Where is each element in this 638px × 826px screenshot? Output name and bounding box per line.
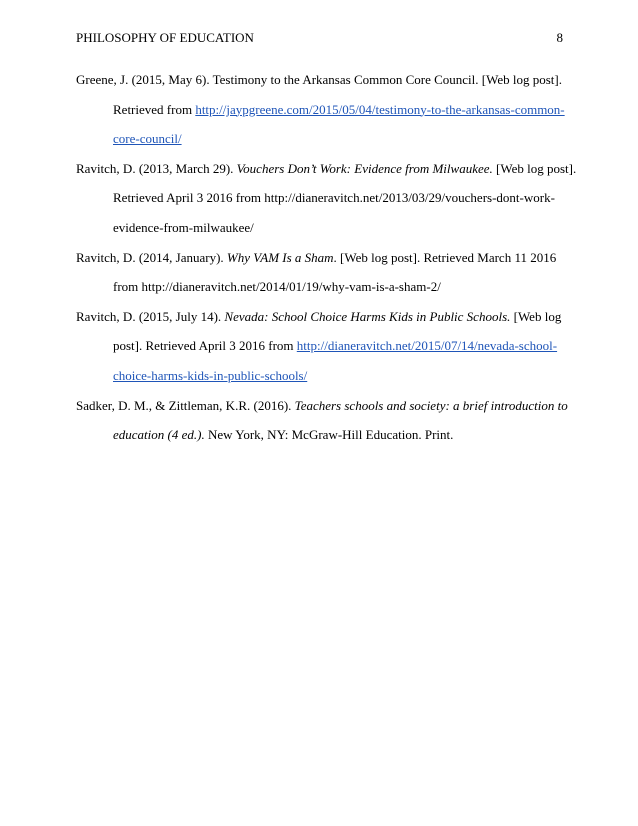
reference-author: Ravitch, D. (2013, March 29). bbox=[76, 160, 237, 176]
reference-entry-ravitch-2015 bbox=[76, 302, 563, 391]
reference-line: Greene, J. (2015, May 6). Testimony to the Arkansas Common Core Council. [Web log post]. bbox=[76, 72, 562, 87]
reference-line: Retrieved April 3 2016 from http://dianeravitch.net/2013/03/29/vouchers-dont-work- bbox=[113, 190, 555, 206]
reference-line bbox=[76, 331, 563, 361]
reference-url-link[interactable]: core-council/ bbox=[113, 131, 182, 147]
reference-line bbox=[76, 243, 563, 273]
reference-source: . [Web log post]. Retrieved March 11 2016 bbox=[333, 249, 557, 265]
reference-url-link[interactable]: http://dianeravitch.net/2015/07/14/nevada-school- bbox=[296, 338, 558, 354]
reference-line bbox=[76, 391, 568, 421]
reference-entry-greene bbox=[76, 65, 563, 154]
reference-list bbox=[76, 65, 577, 450]
reference-title: Teachers schools and society: a brief introduction to bbox=[294, 397, 568, 413]
reference-title: Vouchers Don’t Work: Evidence from Milwaukee. bbox=[236, 160, 493, 176]
retrieved-text: Retrieved from bbox=[113, 101, 196, 117]
reference-line bbox=[76, 124, 563, 154]
reference-line: from http://dianeravitch.net/2014/01/19/why-vam-is-a-sham-2/ bbox=[113, 279, 441, 295]
reference-line bbox=[76, 420, 563, 450]
reference-entry-sadker bbox=[76, 391, 568, 450]
reference-url-link[interactable]: choice-harms-kids-in-public-schools/ bbox=[113, 367, 308, 383]
reference-line bbox=[76, 302, 563, 332]
reference-source: [Web log post]. bbox=[492, 160, 577, 176]
page-number: 8 bbox=[556, 30, 563, 45]
retrieved-text: post]. Retrieved April 3 2016 from bbox=[113, 338, 297, 354]
reference-entry-ravitch-2013 bbox=[76, 154, 577, 243]
reference-title: Nevada: School Choice Harms Kids in Public Schools. bbox=[224, 308, 511, 324]
reference-author: Sadker, D. M., & Zittleman, K.R. (2016). bbox=[76, 397, 295, 413]
reference-source: New York, NY: McGraw-Hill Education. Print. bbox=[204, 427, 454, 443]
reference-line bbox=[76, 154, 577, 184]
reference-line bbox=[76, 361, 563, 391]
reference-line: evidence-from-milwaukee/ bbox=[113, 219, 254, 235]
page-header bbox=[76, 30, 563, 46]
reference-title: Why VAM Is a Sham bbox=[226, 249, 334, 265]
reference-url-link[interactable]: http://jaypgreene.com/2015/05/04/testimony-to-the-arkansas-common- bbox=[195, 101, 565, 117]
reference-source: [Web log bbox=[510, 308, 562, 324]
reference-title-continued: education (4 ed.). bbox=[113, 427, 205, 443]
reference-line bbox=[76, 95, 563, 125]
reference-author: Ravitch, D. (2014, January). bbox=[76, 249, 227, 265]
running-head: PHILOSOPHY OF EDUCATION bbox=[76, 30, 254, 45]
reference-entry-ravitch-2014 bbox=[76, 243, 563, 302]
reference-author: Ravitch, D. (2015, July 14). bbox=[76, 308, 225, 324]
